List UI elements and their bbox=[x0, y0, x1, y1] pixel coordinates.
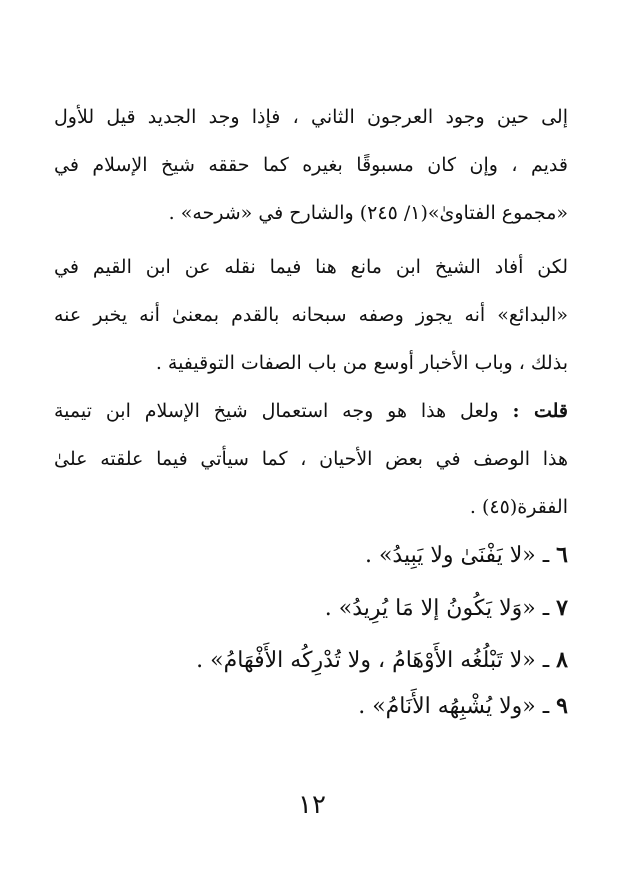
list-item bbox=[325, 590, 568, 627]
list-item-text: ـ «لا تَبْلُغُه الأَوْهَامُ ، ولا تُدْرِكُه الأَفْهَامُ» . bbox=[196, 648, 550, 673]
paragraph-3-line-3: الفقرة(٤٥) . bbox=[469, 496, 568, 518]
paragraph-1-line-2: قديم ، وإن كان مسبوقًا بغيره كما حققه شيخ الإسلام في bbox=[54, 154, 568, 176]
paragraph-2-line-3: بذلك ، وباب الأخبار أوسع من باب الصفات التوقيفية . bbox=[155, 352, 568, 374]
paragraph-1-line-1: إلى حين وجود العرجون الثاني ، فإذا وجد الجديد قيل للأول bbox=[54, 106, 568, 128]
paragraph-1-line-3: «مجموع الفتاوىٰ»(١/ ٢٤٥) والشارح في «شرحه» . bbox=[168, 202, 568, 224]
list-item bbox=[365, 537, 568, 574]
paragraph-2-line-2: «البدائع» أنه يجوز وصفه سبحانه بالقدم بمعنىٰ أنه يخبر عنه bbox=[54, 304, 568, 326]
list-item-number: ٨ bbox=[556, 647, 568, 673]
list-item-number: ٦ bbox=[556, 542, 568, 568]
paragraph-3-line-2: هذا الوصف في بعض الأحيان ، كما سيأتي فيما علقته علىٰ bbox=[54, 448, 568, 470]
page-number: ١٢ bbox=[298, 790, 326, 820]
list-item bbox=[358, 688, 568, 725]
list-item-text: ـ «وَلا يَكُونُ إلا مَا يُرِيدُ» . bbox=[324, 596, 550, 621]
paragraph-3-lead: قلت : bbox=[512, 400, 568, 422]
list-item bbox=[196, 642, 568, 679]
list-item-number: ٧ bbox=[556, 595, 568, 621]
paragraph-2-line-1: لكن أفاد الشيخ ابن مانع هنا فيما نقله عن ابن القيم في bbox=[54, 256, 568, 278]
list-item-text: ـ «لا يَفْنَىٰ ولا يَبِيدُ» . bbox=[364, 543, 550, 568]
paragraph-3-line-1-text: ولعل هذا هو وجه استعمال شيخ الإسلام ابن تيمية bbox=[54, 400, 513, 422]
paragraph-3-line-1 bbox=[54, 395, 568, 427]
list-item-text: ـ «ولا يُشْبِهُه الأَنَامُ» . bbox=[358, 694, 550, 719]
list-item-number: ٩ bbox=[556, 693, 568, 719]
